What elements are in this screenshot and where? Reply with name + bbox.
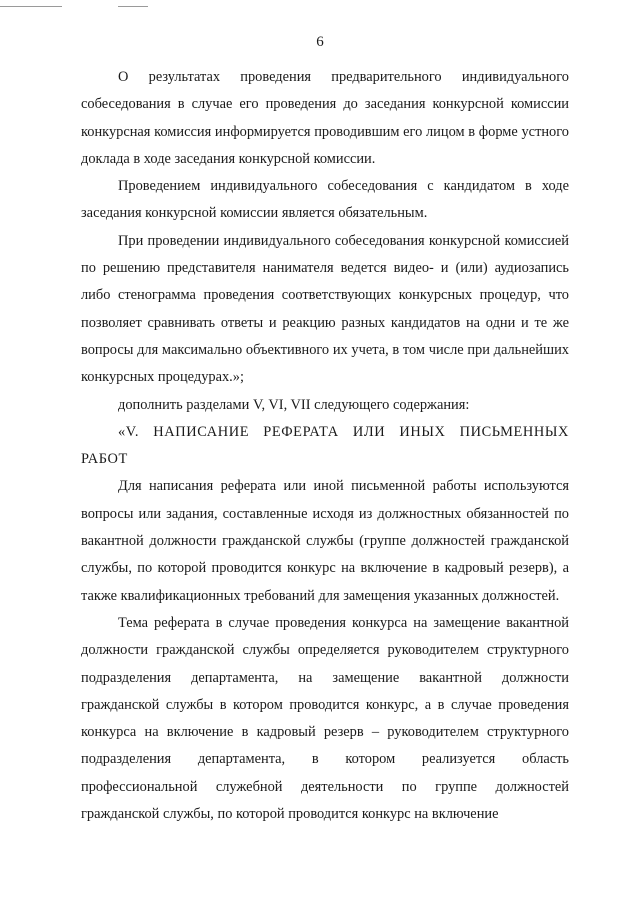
paragraph-essay-questions: Для написания реферата или иной письменной работы используются вопросы или задания, составленные исходя из должностных обязанностей по вакантной должности гражданской службы (группе должностей гражданской службы, по которой проводится конкурс на включение в кадровый резерв), а также квалификационных требований для замещения указанных должностей. [81,478,569,604]
paragraph-interview-results: О результатах проведения предварительного индивидуального собеседования в случае его проведения до заседания конкурсной комиссии конкурсная комиссия информируется проводившим его лицом в форме устного доклада в ходе заседания конкурсной комиссии. [81,69,569,167]
paragraph-recording: При проведении индивидуального собеседования конкурсной комиссией по решению представителя нанимателя ведется видео- и (или) аудиозапись либо стенограмма проведения соответствующих конкурсных процедур, что позволяет сравнивать ответы и реакцию разных кандидатов на одни и те же вопросы для максимально объективного их учета, в том числе при дальнейших конкурсных процедурах.»; [81,232,569,386]
scan-artifact-line [118,6,148,7]
paragraph-interview-mandatory: Проведением индивидуального собеседования с кандидатом в ходе заседания конкурсной комиссии является обязательным. [81,178,569,222]
paragraph-essay-topic: Тема реферата в случае проведения конкурса на замещение вакантной должности гражданской службы определяется руководителем структурного подразделения департамента, на замещение вакантной должности гражданской службы в котором проводится конкурс, а в случае проведения конкурса на включение в кадровый резерв – руководителем структурного подразделения департамента, в котором реализуется область профессиональной служебной деятельности по группе должностей гражданской службы, по которой проводится конкурс на включение [81,614,569,823]
document-body [81,64,569,828]
paragraph-amendment-intro: дополнить разделами V, VI, VII следующего содержания: [118,396,470,413]
section-heading: «V. НАПИСАНИЕ РЕФЕРАТА ИЛИ ИНЫХ ПИСЬМЕННЫХ РАБОТ [81,423,569,468]
page-number: 6 [316,34,324,50]
scan-artifact-line [0,6,62,7]
